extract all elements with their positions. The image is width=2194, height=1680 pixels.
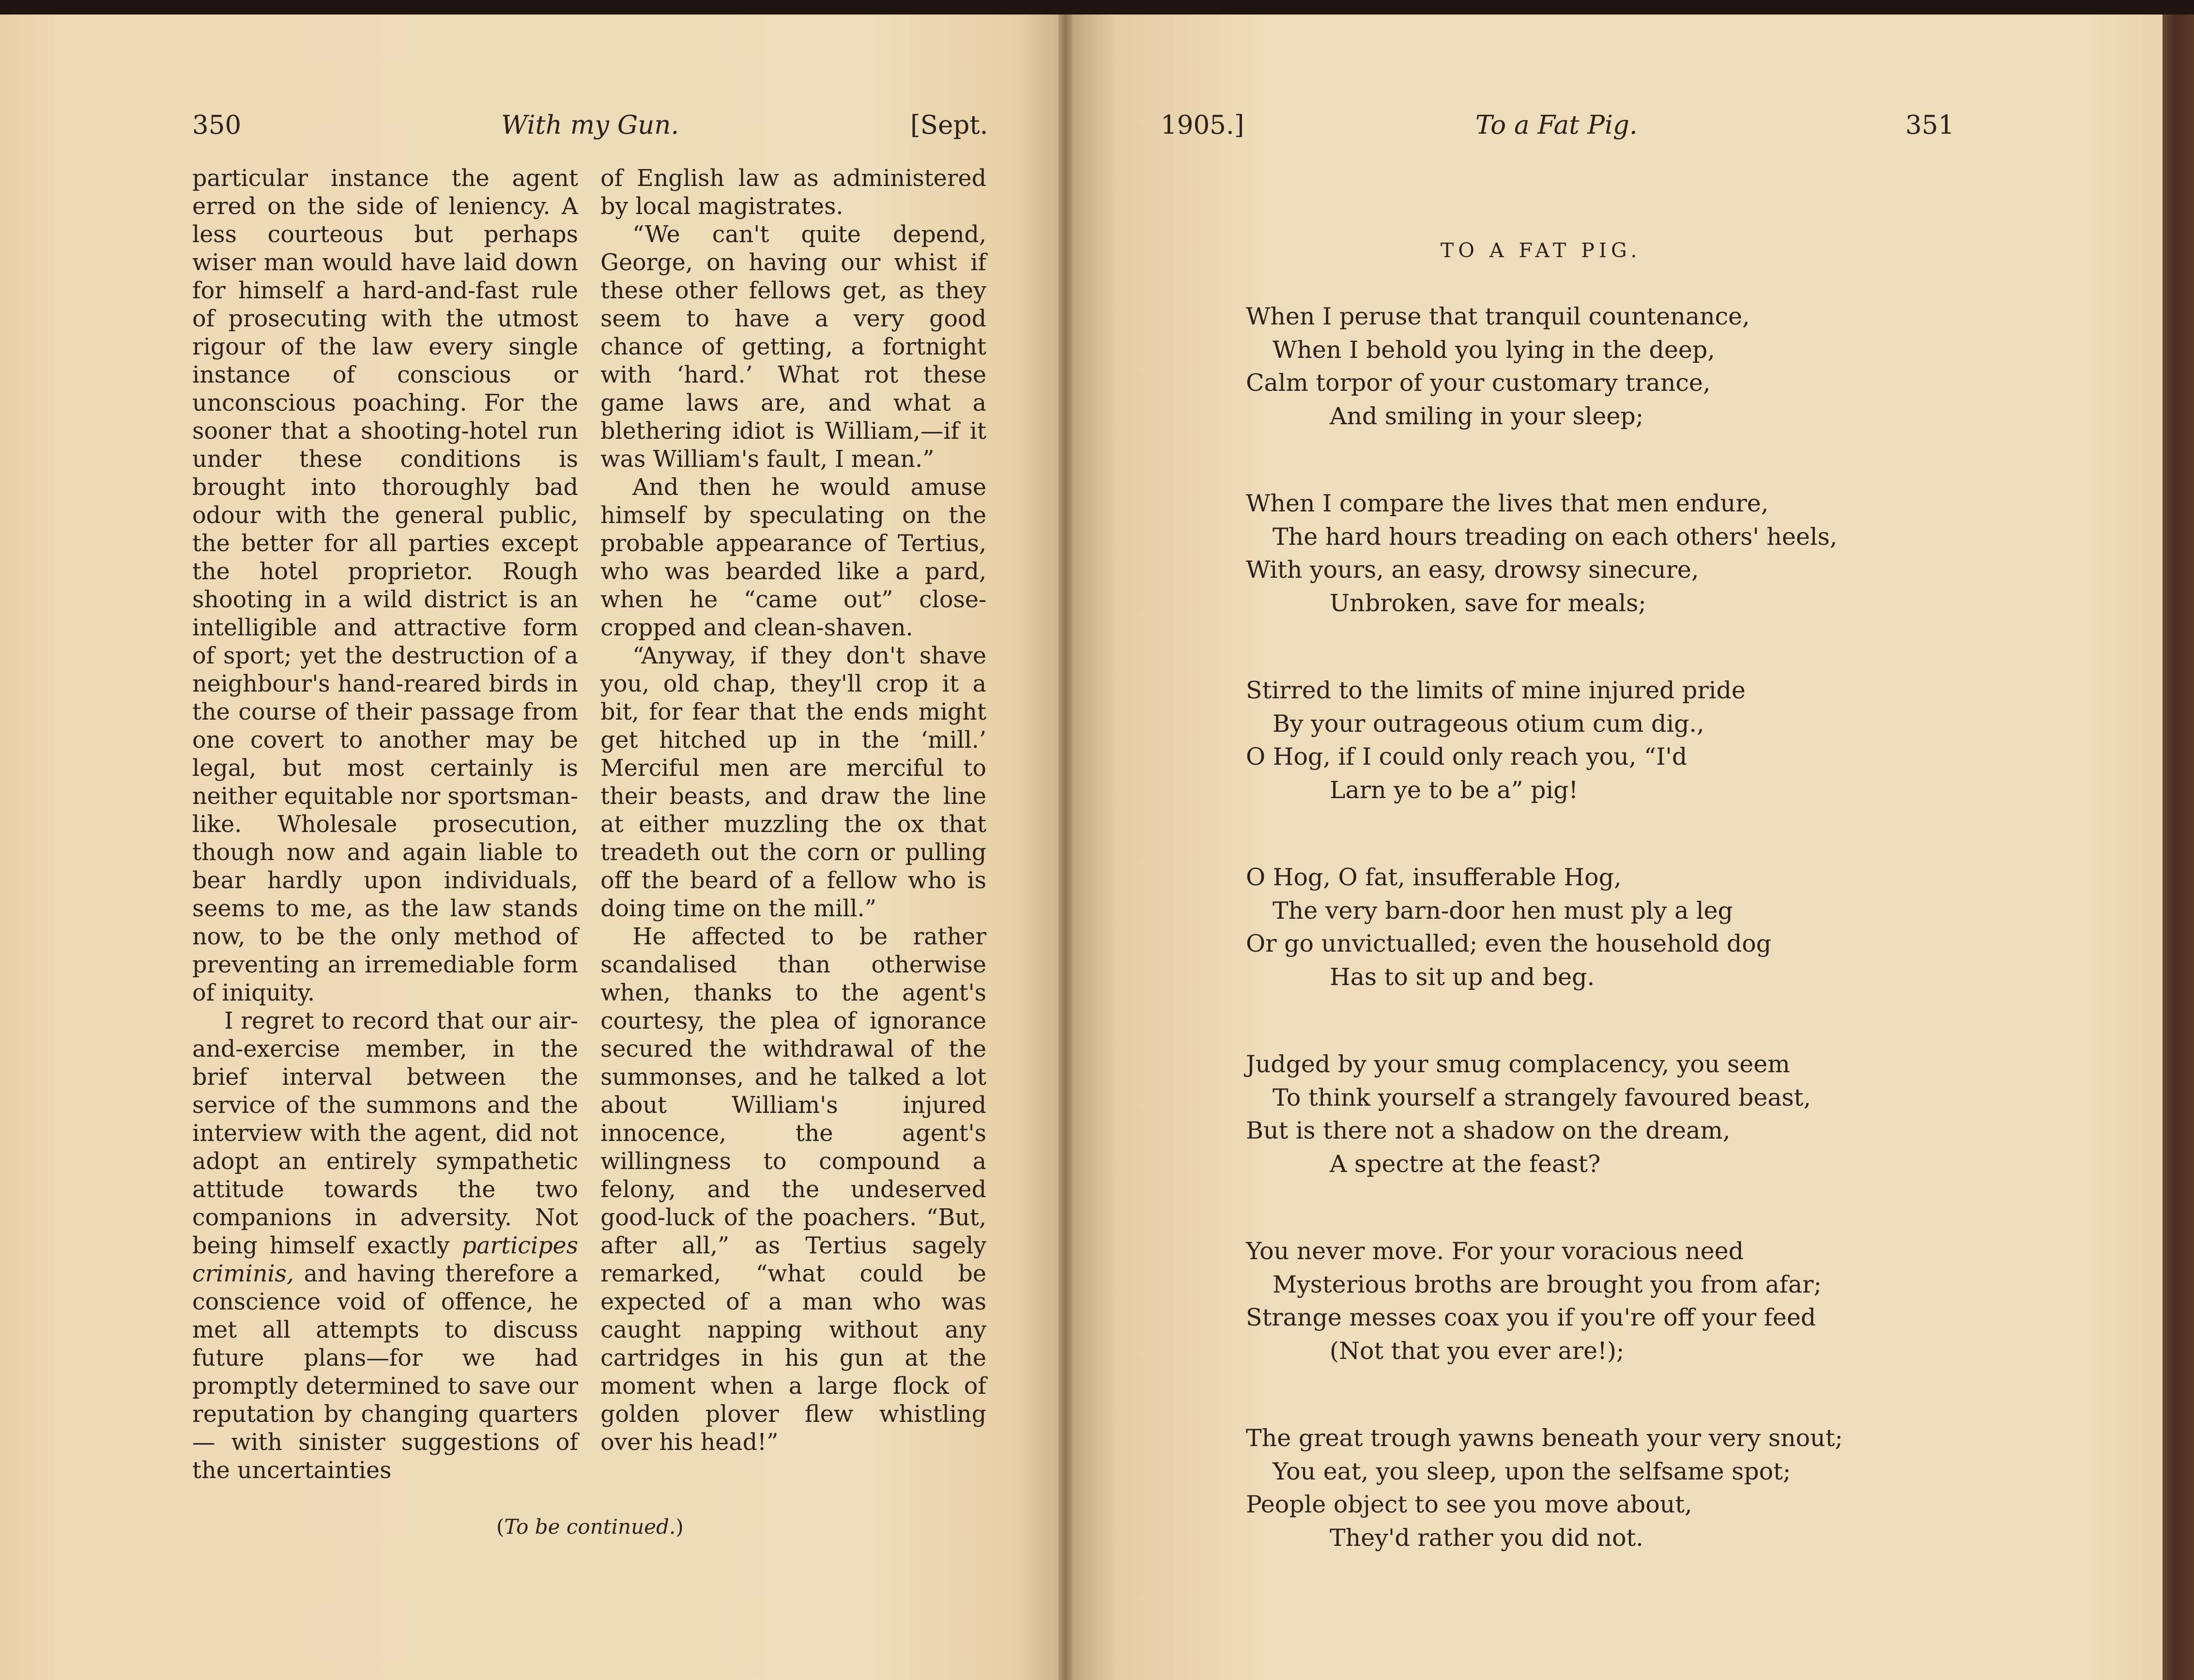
poem-line: The very barn-door hen must ply a leg bbox=[1273, 896, 1733, 925]
poem-line: People object to see you move about, bbox=[1246, 1491, 1692, 1518]
left-column-1 bbox=[192, 165, 578, 1485]
poem-line: Strange messes coax you if you're off your feed bbox=[1246, 1304, 1816, 1331]
poem-line: Judged by your smug complacency, you seem bbox=[1246, 1050, 1790, 1078]
poem-line: When I compare the lives that men endure, bbox=[1246, 490, 1769, 517]
poem-line: Has to sit up and beg. bbox=[1330, 963, 1595, 991]
poem-line: You eat, you sleep, upon the selfsame spot; bbox=[1273, 1457, 1791, 1485]
poem-line: The hard hours treading on each others' heels, bbox=[1273, 523, 1838, 551]
continued-note: (To be continued.) bbox=[496, 1515, 684, 1539]
poem-line: Mysterious broths are brought you from afar; bbox=[1273, 1270, 1822, 1298]
poem-line: O Hog, if I could only reach you, “I'd bbox=[1246, 743, 1688, 771]
poem-line: O Hog, O fat, insufferable Hog, bbox=[1246, 863, 1622, 891]
paragraph-text: I regret to record that our air-and-exercise member, in the brief interval between the service of the summons and the interview with the agent, did not adopt an entirely sympathetic attitude towards the two companions in adversity. Not being himself exactly bbox=[192, 1008, 578, 1259]
poem-line: But is there not a shadow on the dream, bbox=[1246, 1117, 1731, 1144]
poem-stanza bbox=[1246, 1235, 1924, 1368]
paragraph bbox=[192, 1007, 578, 1485]
paragraph: “Anyway, if they don't shave you, old chap, they'll crop it a bit, for fear that the ends might get hitched up in the ‘mill.’ Merciful men are merciful to their beasts, and draw the line at either muzzling the ox that treadeth out the corn or pulling off the beard of a fellow who is doing time on the mill.” bbox=[600, 643, 986, 922]
poem-stanza bbox=[1246, 674, 1924, 807]
poem-title: TO A FAT PIG. bbox=[1441, 239, 1642, 262]
poem-body bbox=[1246, 300, 1924, 1609]
poem-stanza bbox=[1246, 1048, 1924, 1181]
right-year-mark: 1905.] bbox=[1161, 110, 1244, 140]
poem-line: (Not that you ever are!); bbox=[1330, 1337, 1625, 1365]
left-date-mark: [Sept. bbox=[910, 110, 988, 140]
continued-text: To be continued. bbox=[504, 1515, 676, 1539]
right-page-number: 351 bbox=[1905, 110, 1955, 140]
book-cover-edge bbox=[2163, 15, 2194, 1680]
left-page-number: 350 bbox=[192, 110, 242, 140]
poem-line: Calm torpor of your customary trance, bbox=[1246, 369, 1711, 397]
poem-stanza bbox=[1246, 487, 1924, 620]
poem-line: The great trough yawns beneath your very snout; bbox=[1246, 1424, 1843, 1452]
paragraph: particular instance the agent erred on the side of leniency. A less courteous but perhaps wiser man would have laid down for himself a hard-and-fast rule of prosecuting with the utmost rigour of the law every single instance of conscious or unconscious poaching. For the sooner that a shooting-hotel run under these conditions is brought into thoroughly bad odour with the general public, the better for all parties except the hotel proprietor. Rough shooting in a wild district is an intelligible and attractive form of sport; yet the destruction of a neighbour's hand-reared birds in the course of their passage from one covert to another may be legal, but most certainly is neither equitable nor sportsman-like. Wholesale prosecution, though now and again liable to bear hardly upon individuals, seems to me, as the law stands now, to be the only method of preventing an irremediable form of iniquity. bbox=[192, 165, 578, 1006]
poem-stanza bbox=[1246, 300, 1924, 433]
poem-line: Or go unvictualled; even the household dog bbox=[1246, 930, 1772, 957]
paragraph: of English law as administered by local magistrates. bbox=[600, 165, 986, 220]
poem-stanza bbox=[1246, 861, 1924, 994]
poem-line: With yours, an easy, drowsy sinecure, bbox=[1246, 556, 1699, 584]
poem-line: And smiling in your sleep; bbox=[1330, 402, 1644, 430]
poem-line: By your outrageous otium cum dig., bbox=[1273, 709, 1704, 738]
poem-line: They'd rather you did not. bbox=[1330, 1524, 1643, 1552]
poem-line: Unbroken, save for meals; bbox=[1330, 589, 1646, 617]
poem-line: Stirred to the limits of mine injured pride bbox=[1246, 677, 1746, 704]
poem-line: A spectre at the feast? bbox=[1330, 1150, 1601, 1178]
right-running-title: To a Fat Pig. bbox=[1475, 110, 1638, 140]
left-column-2 bbox=[600, 165, 986, 1457]
paragraph: He affected to be rather scandalised than otherwise when, thanks to the agent's courtesy, the plea of ignorance secured the withdrawal of the summonses, and he talked a lot about William's injured innocence, the agent's willingness to compound a felony, and the undeserved good-luck of the poachers. “But, after all,” as Tertius sagely remarked, “what could be expected of a man who was caught napping without any cartridges in his gun at the moment when a large flock of golden plover flew whistling over his head!” bbox=[600, 924, 986, 1456]
left-running-title: With my Gun. bbox=[501, 110, 679, 140]
poem-line: You never move. For your voracious need bbox=[1246, 1237, 1744, 1265]
poem-line: To think yourself a strangely favoured beast, bbox=[1273, 1083, 1811, 1111]
poem-line: When I peruse that tranquil countenance, bbox=[1246, 303, 1750, 330]
paragraph-text: and having therefore a conscience void of offence, he met all attempts to discuss future plans—for we had promptly determined to save our reputation by changing quarters — with sinister suggestions of the uncertainties bbox=[192, 1261, 578, 1484]
poem-line: When I behold you lying in the deep, bbox=[1273, 336, 1715, 364]
book-top-edge bbox=[0, 0, 2194, 15]
italic-phrase: participes criminis, bbox=[192, 1233, 578, 1287]
book-gutter bbox=[1059, 15, 1072, 1680]
paragraph: And then he would amuse himself by speculating on the probable appearance of Tertius, who was bearded like a pard, when he “came out” close-cropped and clean-shaven. bbox=[600, 474, 986, 641]
poem-line: Larn ye to be a” pig! bbox=[1330, 776, 1579, 804]
poem-stanza bbox=[1246, 1422, 1924, 1555]
paragraph: “We can't quite depend, George, on having our whist if these other fellows get, as they seem to have a very good chance of getting, a fortnight with ‘hard.’ What rot these game laws are, and what a blethering idiot is William,—if it was William's fault, I mean.” bbox=[600, 221, 986, 473]
